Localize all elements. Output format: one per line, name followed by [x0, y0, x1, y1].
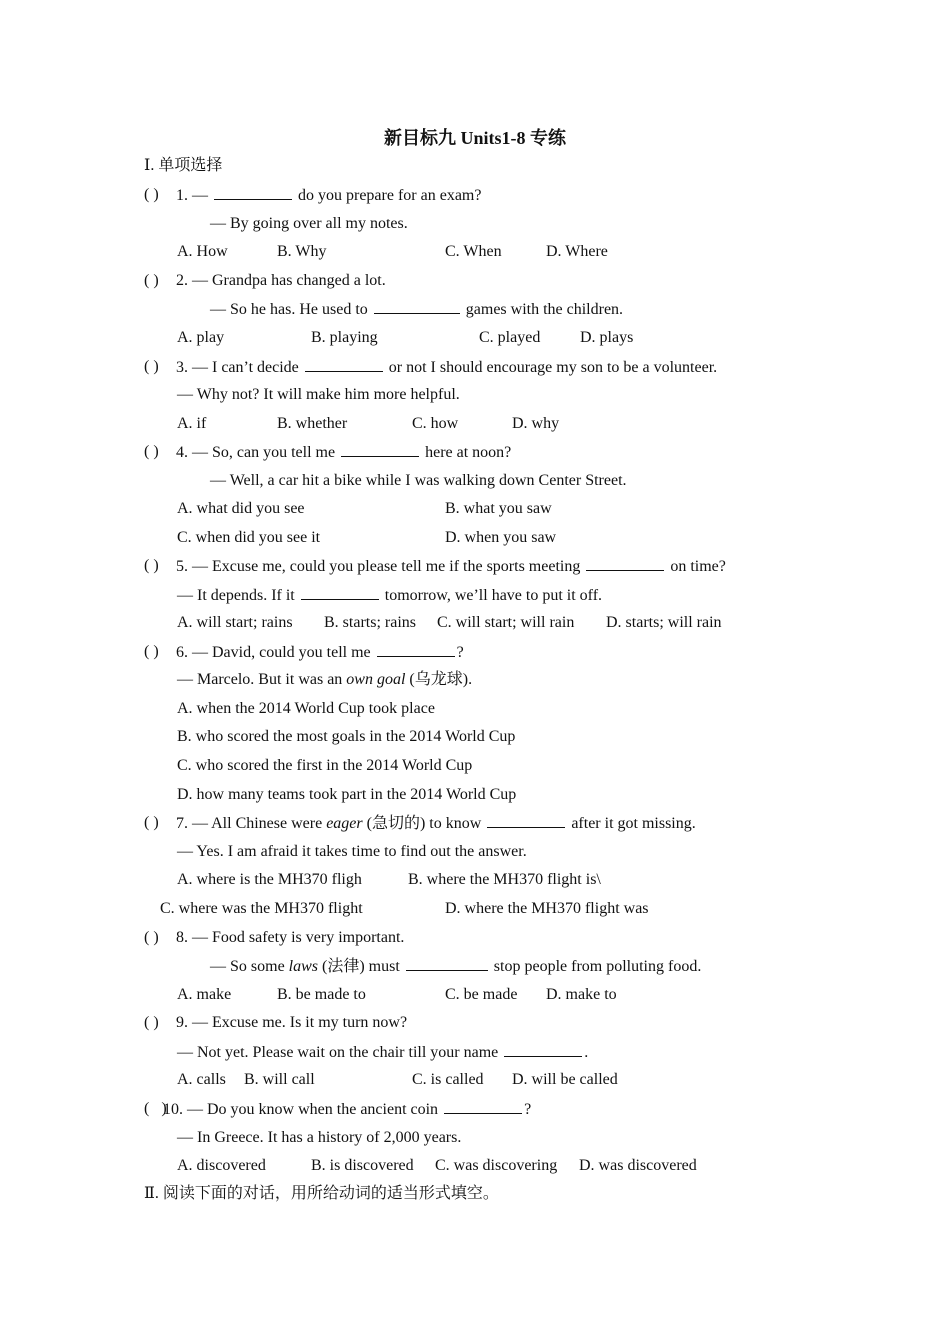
question-stem: 2. — Grandpa has changed a lot.: [176, 272, 386, 289]
option-b: B. whether: [277, 415, 348, 432]
option-a: A. when the 2014 World Cup took place: [177, 700, 435, 717]
option-a: A. discovered: [177, 1157, 266, 1174]
question-response: — It depends. If it tomorrow, we’ll have to put it off.: [177, 587, 603, 604]
answer-bracket[interactable]: ( ): [144, 1014, 159, 1031]
question-stem: 5. — Excuse me, could you please tell me if the sports meeting on time?: [176, 558, 726, 575]
option-d: D. when you saw: [445, 529, 557, 546]
question-stem: 6. — David, could you tell me ?: [176, 644, 464, 661]
option-a: A. make: [177, 986, 232, 1003]
question-response: — By going over all my notes.: [210, 215, 408, 232]
option-c: C. When: [445, 243, 502, 260]
page-title: 新目标九 Units1-8 专练: [383, 128, 566, 148]
option-b: B. what you saw: [445, 500, 552, 517]
option-a: A. How: [177, 243, 228, 260]
question-stem: 3. — I can’t decide or not I should encourage my son to be a volunteer.: [176, 359, 718, 376]
option-b: B. starts; rains: [324, 614, 416, 631]
option-d: D. make to: [546, 986, 617, 1003]
option-d: D. how many teams took part in the 2014 World Cup: [177, 786, 517, 803]
question-stem: 10. — Do you know when the ancient coin ?: [163, 1101, 532, 1118]
question-stem: 7. — All Chinese were eager (急切的) to know after it got missing.: [176, 815, 696, 832]
question-stem: 4. — So, can you tell me here at noon?: [176, 444, 512, 461]
option-c: C. played: [479, 329, 541, 346]
option-c: C. where was the MH370 flight: [160, 900, 363, 917]
option-b: B. where the MH370 flight is\: [408, 871, 601, 888]
question-stem: 1. — do you prepare for an exam?: [176, 187, 482, 204]
question-response: — Not yet. Please wait on the chair till your name .: [177, 1044, 589, 1061]
answer-blank[interactable]: [586, 556, 664, 571]
option-c: C. be made: [445, 986, 518, 1003]
question-response: — In Greece. It has a history of 2,000 years.: [177, 1129, 462, 1146]
answer-blank[interactable]: [487, 813, 565, 828]
option-a: A. if: [177, 415, 207, 432]
question-response: — Why not? It will make him more helpful.: [177, 386, 460, 403]
answer-bracket[interactable]: ( ): [144, 186, 159, 203]
option-a: A. calls: [177, 1071, 226, 1088]
section-heading-2: Ⅱ. 阅读下面的对话，用所给动词的适当形式填空。: [144, 1185, 499, 1202]
option-a: A. will start; rains: [177, 614, 293, 631]
answer-bracket[interactable]: ( ): [144, 272, 159, 289]
option-c: C. when did you see it: [177, 529, 321, 546]
question-response: — So some laws (法律) must stop people from polluting food.: [210, 958, 702, 975]
answer-bracket[interactable]: ( ): [144, 557, 159, 574]
answer-blank[interactable]: [341, 442, 419, 457]
option-d: D. was discovered: [579, 1157, 697, 1174]
option-c: C. who scored the first in the 2014 World Cup: [177, 757, 473, 774]
option-b: B. is discovered: [311, 1157, 414, 1174]
question-response: — Marcelo. But it was an own goal (乌龙球).: [177, 671, 473, 688]
answer-blank[interactable]: [301, 585, 379, 600]
option-b: B. playing: [311, 329, 378, 346]
answer-blank[interactable]: [214, 185, 292, 200]
question-stem: 9. — Excuse me. Is it my turn now?: [176, 1014, 408, 1031]
option-c: C. was discovering: [435, 1157, 558, 1174]
section-heading-1: Ⅰ. 单项选择: [144, 157, 223, 174]
answer-blank[interactable]: [406, 956, 488, 971]
option-a: A. play: [177, 329, 225, 346]
question-response: — So he has. He used to games with the children.: [210, 301, 624, 318]
option-d: D. plays: [580, 329, 634, 346]
option-d: D. why: [512, 415, 560, 432]
option-d: D. where the MH370 flight was: [445, 900, 649, 917]
answer-bracket[interactable]: ( ): [144, 1100, 167, 1117]
option-a: A. where is the MH370 fligh: [177, 871, 362, 888]
answer-blank[interactable]: [504, 1042, 582, 1057]
question-response: — Well, a car hit a bike while I was walking down Center Street.: [210, 472, 627, 489]
answer-blank[interactable]: [444, 1099, 522, 1114]
option-a: A. what did you see: [177, 500, 305, 517]
answer-blank[interactable]: [377, 642, 455, 657]
option-c: C. how: [412, 415, 459, 432]
answer-bracket[interactable]: ( ): [144, 814, 159, 831]
option-b: B. Why: [277, 243, 327, 260]
option-b: B. be made to: [277, 986, 366, 1003]
answer-blank[interactable]: [305, 357, 383, 372]
answer-bracket[interactable]: ( ): [144, 929, 159, 946]
question-response: — Yes. I am afraid it takes time to find out the answer.: [177, 843, 527, 860]
option-b: B. who scored the most goals in the 2014 World Cup: [177, 728, 516, 745]
option-d: D. will be called: [512, 1071, 618, 1088]
answer-blank[interactable]: [374, 299, 460, 314]
option-d: D. starts; will rain: [606, 614, 722, 631]
answer-bracket[interactable]: ( ): [144, 358, 159, 375]
option-d: D. Where: [546, 243, 608, 260]
option-c: C. will start; will rain: [437, 614, 575, 631]
answer-bracket[interactable]: ( ): [144, 643, 159, 660]
question-stem: 8. — Food safety is very important.: [176, 929, 405, 946]
option-b: B. will call: [244, 1071, 315, 1088]
option-c: C. is called: [412, 1071, 484, 1088]
answer-bracket[interactable]: ( ): [144, 443, 159, 460]
